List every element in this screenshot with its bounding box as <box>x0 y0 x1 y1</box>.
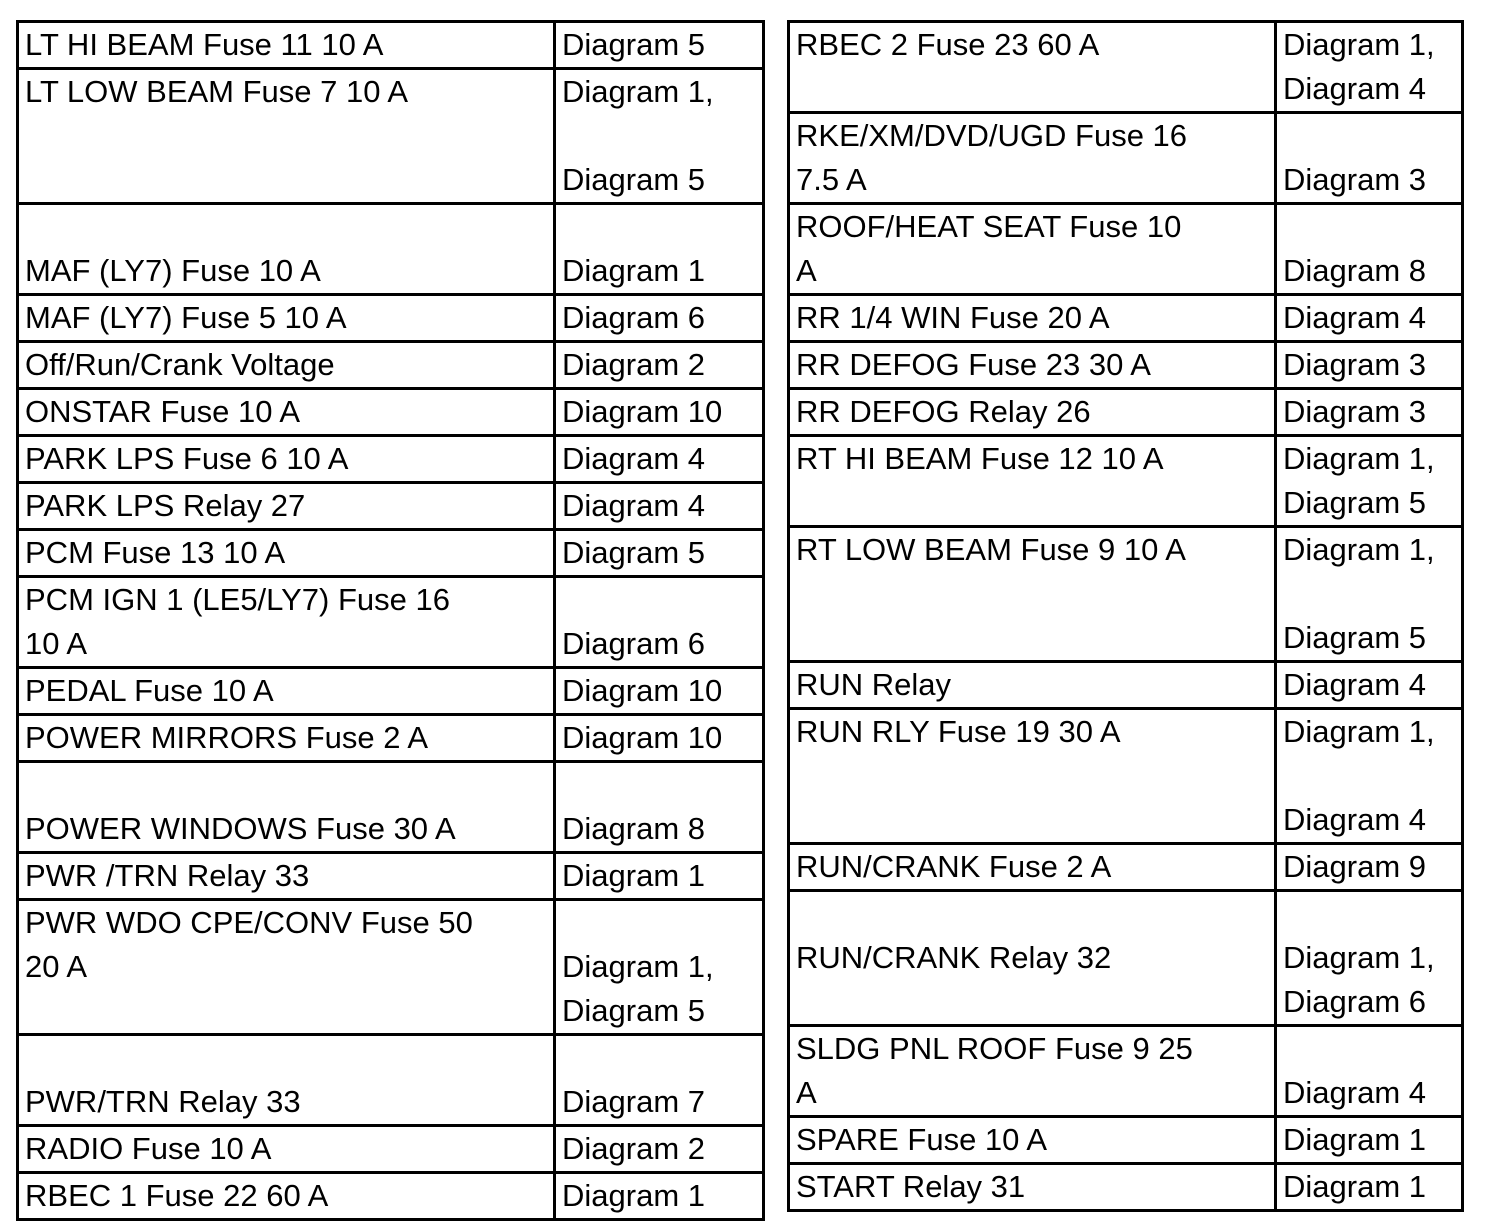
component-cell: MAF (LY7) Fuse 10 A <box>18 204 555 295</box>
diagram-ref-cell: Diagram 7 <box>555 1035 764 1126</box>
component-cell: RR 1/4 WIN Fuse 20 A <box>789 295 1276 342</box>
table-row <box>789 709 1463 844</box>
diagram-ref-cell: Diagram 1, Diagram 5 <box>555 69 764 204</box>
fuse-table-right-body <box>789 22 1463 1211</box>
table-row <box>789 389 1463 436</box>
diagram-ref-cell: Diagram 1, Diagram 5 <box>1276 436 1463 527</box>
diagram-ref-cell: Diagram 1, Diagram 5 <box>1276 527 1463 662</box>
table-row <box>18 762 764 853</box>
table-row <box>18 342 764 389</box>
component-cell: RKE/XM/DVD/UGD Fuse 16 7.5 A <box>789 113 1276 204</box>
table-row <box>789 22 1463 113</box>
table-row <box>18 1035 764 1126</box>
component-cell: PCM IGN 1 (LE5/LY7) Fuse 16 10 A <box>18 577 555 668</box>
component-cell: RT HI BEAM Fuse 12 10 A <box>789 436 1276 527</box>
component-cell: SPARE Fuse 10 A <box>789 1117 1276 1164</box>
diagram-ref-cell: Diagram 8 <box>1276 204 1463 295</box>
table-row <box>789 342 1463 389</box>
diagram-ref-cell: Diagram 10 <box>555 389 764 436</box>
component-cell: PARK LPS Fuse 6 10 A <box>18 436 555 483</box>
component-cell: PARK LPS Relay 27 <box>18 483 555 530</box>
table-row <box>18 295 764 342</box>
component-cell: RUN RLY Fuse 19 30 A <box>789 709 1276 844</box>
component-cell: RBEC 2 Fuse 23 60 A <box>789 22 1276 113</box>
diagram-ref-cell: Diagram 1 <box>1276 1117 1463 1164</box>
table-row <box>18 22 764 69</box>
table-row <box>789 891 1463 1026</box>
component-cell: POWER WINDOWS Fuse 30 A <box>18 762 555 853</box>
diagram-ref-cell: Diagram 3 <box>1276 113 1463 204</box>
table-row <box>789 662 1463 709</box>
diagram-ref-cell: Diagram 2 <box>555 342 764 389</box>
diagram-ref-cell: Diagram 3 <box>1276 342 1463 389</box>
diagram-ref-cell: Diagram 8 <box>555 762 764 853</box>
table-row <box>18 668 764 715</box>
table-row <box>18 436 764 483</box>
component-cell: ONSTAR Fuse 10 A <box>18 389 555 436</box>
table-row <box>18 577 764 668</box>
table-row <box>18 389 764 436</box>
component-cell: PWR /TRN Relay 33 <box>18 853 555 900</box>
diagram-ref-cell: Diagram 1, Diagram 4 <box>1276 22 1463 113</box>
component-cell: RUN/CRANK Fuse 2 A <box>789 844 1276 891</box>
diagram-ref-cell: Diagram 1, Diagram 5 <box>555 900 764 1035</box>
table-row <box>18 483 764 530</box>
diagram-ref-cell: Diagram 6 <box>555 577 764 668</box>
diagram-ref-cell: Diagram 4 <box>1276 1026 1463 1117</box>
table-row <box>18 204 764 295</box>
diagram-ref-cell: Diagram 1 <box>555 853 764 900</box>
fuse-table-right <box>787 20 1464 1212</box>
diagram-ref-cell: Diagram 4 <box>555 483 764 530</box>
table-row <box>18 853 764 900</box>
diagram-ref-cell: Diagram 5 <box>555 22 764 69</box>
diagram-ref-cell: Diagram 1 <box>555 1173 764 1220</box>
table-row <box>789 204 1463 295</box>
table-row <box>789 295 1463 342</box>
component-cell: RBEC 1 Fuse 22 60 A <box>18 1173 555 1220</box>
diagram-ref-cell: Diagram 1 <box>1276 1164 1463 1211</box>
table-row <box>789 1117 1463 1164</box>
component-cell: Off/Run/Crank Voltage <box>18 342 555 389</box>
component-cell: MAF (LY7) Fuse 5 10 A <box>18 295 555 342</box>
diagram-ref-cell: Diagram 10 <box>555 715 764 762</box>
diagram-ref-cell: Diagram 3 <box>1276 389 1463 436</box>
table-row <box>789 1164 1463 1211</box>
component-cell: START Relay 31 <box>789 1164 1276 1211</box>
table-row <box>18 1173 764 1220</box>
diagram-ref-cell: Diagram 4 <box>1276 662 1463 709</box>
component-cell: RR DEFOG Relay 26 <box>789 389 1276 436</box>
component-cell: POWER MIRRORS Fuse 2 A <box>18 715 555 762</box>
diagram-ref-cell: Diagram 5 <box>555 530 764 577</box>
table-row <box>789 113 1463 204</box>
diagram-ref-cell: Diagram 9 <box>1276 844 1463 891</box>
fuse-table-left-body <box>18 22 764 1220</box>
diagram-ref-cell: Diagram 10 <box>555 668 764 715</box>
table-row <box>18 1126 764 1173</box>
diagram-ref-cell: Diagram 2 <box>555 1126 764 1173</box>
component-cell: PCM Fuse 13 10 A <box>18 530 555 577</box>
diagram-ref-cell: Diagram 1 <box>555 204 764 295</box>
component-cell: PWR/TRN Relay 33 <box>18 1035 555 1126</box>
table-row <box>789 436 1463 527</box>
component-cell: LT LOW BEAM Fuse 7 10 A <box>18 69 555 204</box>
diagram-ref-cell: Diagram 1, Diagram 4 <box>1276 709 1463 844</box>
component-cell: PEDAL Fuse 10 A <box>18 668 555 715</box>
component-cell: RUN/CRANK Relay 32 <box>789 891 1276 1026</box>
diagram-ref-cell: Diagram 4 <box>555 436 764 483</box>
component-cell: RUN Relay <box>789 662 1276 709</box>
component-cell: RT LOW BEAM Fuse 9 10 A <box>789 527 1276 662</box>
diagram-ref-cell: Diagram 6 <box>555 295 764 342</box>
table-row <box>18 715 764 762</box>
table-row <box>18 900 764 1035</box>
component-cell: LT HI BEAM Fuse 11 10 A <box>18 22 555 69</box>
table-row <box>789 844 1463 891</box>
component-cell: RR DEFOG Fuse 23 30 A <box>789 342 1276 389</box>
diagram-ref-cell: Diagram 4 <box>1276 295 1463 342</box>
component-cell: RADIO Fuse 10 A <box>18 1126 555 1173</box>
fuse-table-left <box>16 20 765 1221</box>
component-cell: PWR WDO CPE/CONV Fuse 50 20 A <box>18 900 555 1035</box>
component-cell: ROOF/HEAT SEAT Fuse 10 A <box>789 204 1276 295</box>
table-row <box>789 1026 1463 1117</box>
component-cell: SLDG PNL ROOF Fuse 9 25 A <box>789 1026 1276 1117</box>
table-row <box>789 527 1463 662</box>
table-row <box>18 69 764 204</box>
table-row <box>18 530 764 577</box>
diagram-ref-cell: Diagram 1, Diagram 6 <box>1276 891 1463 1026</box>
